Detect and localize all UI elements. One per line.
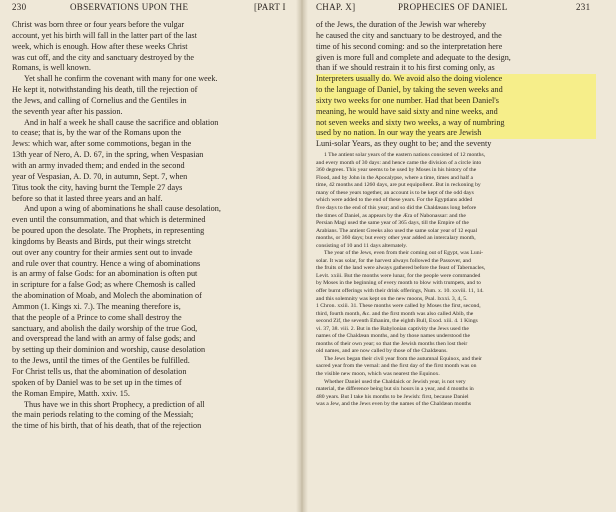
left-body-line: with an army invaded them; and ended in the second: [12, 160, 185, 170]
footnote-line: third, fourth month, &c. and the first month was also called Abib, the: [316, 310, 474, 317]
highlighted-body-line: used by no nation. In our way the years are Jewish: [316, 128, 596, 139]
left-body-line: by setting up their dominion and worship, cause desolation: [12, 345, 206, 355]
right-body-line: Luni-solar Years, as they ought to be; and the seventy: [316, 139, 492, 149]
left-body-line: even until the consummation, and that which is determined: [12, 215, 206, 225]
footnote-line: 1 Chron. xxiii. 31. These months were called by Moses the first, second,: [316, 303, 481, 310]
footnote-line: the visible new moon, which was nearest the Equinox.: [316, 370, 440, 377]
left-body-line: the Roman Empire, Matth. xxiv. 15.: [12, 388, 130, 398]
left-page-number: 230: [12, 2, 27, 12]
footnote-line: consisting of 10 and 11 days alternately.: [316, 242, 408, 249]
footnote-line: which were added to the end of these years. For the Egyptians added: [316, 197, 473, 204]
footnote-line: many of these years together, an account is to be kept of the odd days: [316, 189, 474, 196]
footnote-line: vi. 37, 38. viii. 2. But in the Babylonian captivity the Jews used the: [316, 325, 469, 332]
highlighted-body-line: meaning, he would have said sixty and nine weeks, and: [316, 107, 596, 118]
footnote-line: The Jews began their civil year from the autumnal Equinox, and their: [324, 355, 482, 362]
footnote-line: sacred year from the vernal: and the first day of the first month was on: [316, 363, 477, 370]
footnote-line: Levit. xxiii. But the months were lunar, for the people were commanded: [316, 272, 481, 279]
left-body-line: before so that it lasted three years and an half.: [12, 193, 163, 203]
left-body-line: spoken of by Daniel was to be set up in the times of: [12, 377, 182, 387]
footnote-line: time, 42 months and 1260 days, are put equipollent. But in reckoning by: [316, 182, 481, 189]
left-body-line: 13th year of Nero, A. D. 67, in the spring, when Vespasian: [12, 150, 204, 160]
right-page-number: 231: [576, 2, 591, 12]
right-body-line: of the Jews, the duration of the Jewish war whereby: [316, 20, 487, 29]
right-body-line: than if we should restrain it to his first coming only, as: [316, 63, 495, 73]
footnote-line: Arabians. The antient Greeks also used the same solar year of 12 equal: [316, 227, 478, 234]
footnote-line: and every month of 30 days: and hence came the division of a circle into: [316, 159, 482, 166]
highlighted-body-line: Interpreters usually do. We avoid also the doing violence: [316, 74, 596, 85]
left-body-line: Romans, is well known.: [12, 63, 91, 73]
left-body-line: account, yet his birth will fall in the latter part of the last: [12, 30, 197, 40]
left-body-line: Titus took the city, having burnt the Temple 27 days: [12, 182, 183, 192]
footnote-line: Whether Daniel used the Chaldaick or Jewish year, is not very: [324, 378, 466, 385]
left-body-line: Jews: which war, after some commotions, began in the: [12, 139, 192, 149]
right-body-text: [316, 20, 596, 409]
footnote-line: and this solemnity was kept on the new moons, Psal. lxxxi. 3, 4, 5.: [316, 295, 468, 302]
left-body-text: [12, 20, 288, 432]
footnote-line: old names, and are now called by those of the Chaldæans.: [316, 348, 448, 355]
right-body-line: time of his second coming: and so the interpretation here: [316, 41, 503, 51]
right-chapter-label: CHAP. X]: [316, 2, 356, 12]
left-body-line: Ammon (1. Kings xi. 7.). The meaning therefore is,: [12, 301, 181, 311]
right-running-header: [302, 2, 616, 18]
footnote-line: was a Jew, and the Jews even by the names of the Chaldæan months: [316, 401, 472, 408]
right-running-head: PROPHECIES OF DANIEL: [398, 2, 508, 12]
left-body-line: was cut off, and the city and sanctuary destroyed by the: [12, 52, 194, 62]
left-body-line: and overspread the land with an army of false gods; and: [12, 334, 196, 344]
left-body-line: is an army of false Gods: for an abomination is often put: [12, 269, 198, 279]
book-gutter: [296, 0, 308, 512]
footnote-block: [316, 152, 596, 409]
highlighted-body-line: sixty two weeks for one number. Had that been Daniel's: [316, 96, 596, 107]
left-body-line: out over any country for their armies sent out to invade: [12, 247, 193, 257]
right-body-line: given is more full and complete and adequate to the design,: [316, 52, 511, 62]
footnote-line: solar. It was solar, for the harvest always followed the Passover, and: [316, 257, 471, 264]
left-body-line: the main periods relating to the coming of the Messiah;: [12, 410, 194, 420]
footnote-line: 360 degrees. This year seems to be used by Moses in his history of the: [316, 167, 477, 174]
left-body-line: Thus have we in this short Prophecy, a prediction of all: [24, 399, 205, 409]
left-body-line: be poured upon the desolate. The Prophets, in representing: [12, 226, 205, 236]
footnote-line: the fruits of the land were always gathered before the feast of Tabernacles,: [316, 265, 486, 272]
left-body-line: in scripture for a false God; as where Chemosh is called: [12, 280, 196, 290]
footnote-line: Persian Magi used the same year of 365 days, till the Empire of the: [316, 220, 469, 227]
left-body-line: He kept it, notwithstanding his death, till the rejection of: [12, 85, 198, 95]
left-body-line: that the people of a Prince to come shall destroy the: [12, 312, 182, 322]
left-body-line: Yet shall he confirm the covenant with many for one week.: [24, 74, 218, 84]
footnote-line: 1 The antient solar years of the eastern nations consisted of 12 months,: [324, 152, 486, 159]
footnote-line: months of their own year; so that the Jewish months then lost their: [316, 340, 468, 347]
right-body-line: he caused the city and sanctuary to be destroyed, and the: [316, 30, 502, 40]
left-body-line: to the Jews, until the times of the Gentiles be fulfilled.: [12, 356, 190, 366]
footnote-line: second Zif, the seventh Ethanim, the eighth Bull, Exod. xiii. 4. 1 Kings: [316, 318, 478, 325]
left-body-line: the time of his birth, that of his death, that of the rejection: [12, 421, 202, 431]
left-body-line: Christ was born three or four years before the vulgar: [12, 20, 185, 29]
footnote-line: The year of the Jews, even from their coming out of Egypt, was Luni-: [324, 250, 484, 257]
left-running-head: OBSERVATIONS UPON THE: [70, 2, 189, 12]
footnote-line: five days to the end of this year; and so did the Chaldæans long before: [316, 204, 477, 211]
left-part-label: [PART I: [254, 2, 286, 12]
left-body-line: week, which is enough. How after these weeks Christ: [12, 41, 188, 51]
left-body-line: to cease; that is, by the war of the Romans upon the: [12, 128, 182, 138]
left-body-line: And in half a week he shall cause the sacrifice and oblation: [24, 117, 219, 127]
footnote-line: the times of Daniel, as appears by the Æra of Nabonassar: and the: [316, 212, 466, 219]
left-body-line: year of Vespasian, A. D. 70, in autumn, Sept. 7, when: [12, 171, 188, 181]
left-body-line: And upon a wing of abominations he shall cause desolation,: [24, 204, 221, 214]
left-body-line: the seventh year after his passion.: [12, 106, 123, 116]
left-body-line: For Christ tells us, that the abomination of desolation: [12, 367, 187, 376]
left-page: [0, 0, 302, 512]
left-body-line: and rule over that country. Hence a wing of abominations: [12, 258, 201, 268]
left-body-line: the abomination of Moab, and Molech the abomination of: [12, 291, 202, 301]
footnote-line: offer burnt offerings with their drink offerings, Num. x. 10. xxviii. 11, 14.: [316, 287, 484, 294]
footnote-line: Flood, and by John in the Apocalypse, where a time, times and half a: [316, 174, 474, 181]
highlighted-body-line: not seven weeks and sixty two weeks, a way of numbring: [316, 118, 596, 129]
left-body-line: kingdoms by Beasts and Birds, put their wings stretcht: [12, 236, 191, 246]
footnote-line: material, the difference being but six hours in a year, and 4 months in: [316, 386, 474, 393]
left-running-header: [0, 2, 302, 18]
left-body-line: sanctuary, and abolish the daily worship of the true God,: [12, 323, 198, 333]
highlighted-body-line: to the language of Daniel, by taking the seven weeks and: [316, 85, 596, 96]
footnote-line: by Moses in the beginning of every month to blow with trumpets, and to: [316, 280, 481, 287]
right-page: [302, 0, 616, 512]
footnote-line: 480 years. But I take his months to be Jewish: first, because Daniel: [316, 393, 469, 400]
footnote-line: months, or 360 days; but every other year added an intercalary month,: [316, 235, 476, 242]
left-body-line: the Jews, and calling of Cornelius and the Gentiles in: [12, 95, 187, 105]
footnote-line: names of the Chaldæan months, and by those names understood the: [316, 333, 471, 340]
